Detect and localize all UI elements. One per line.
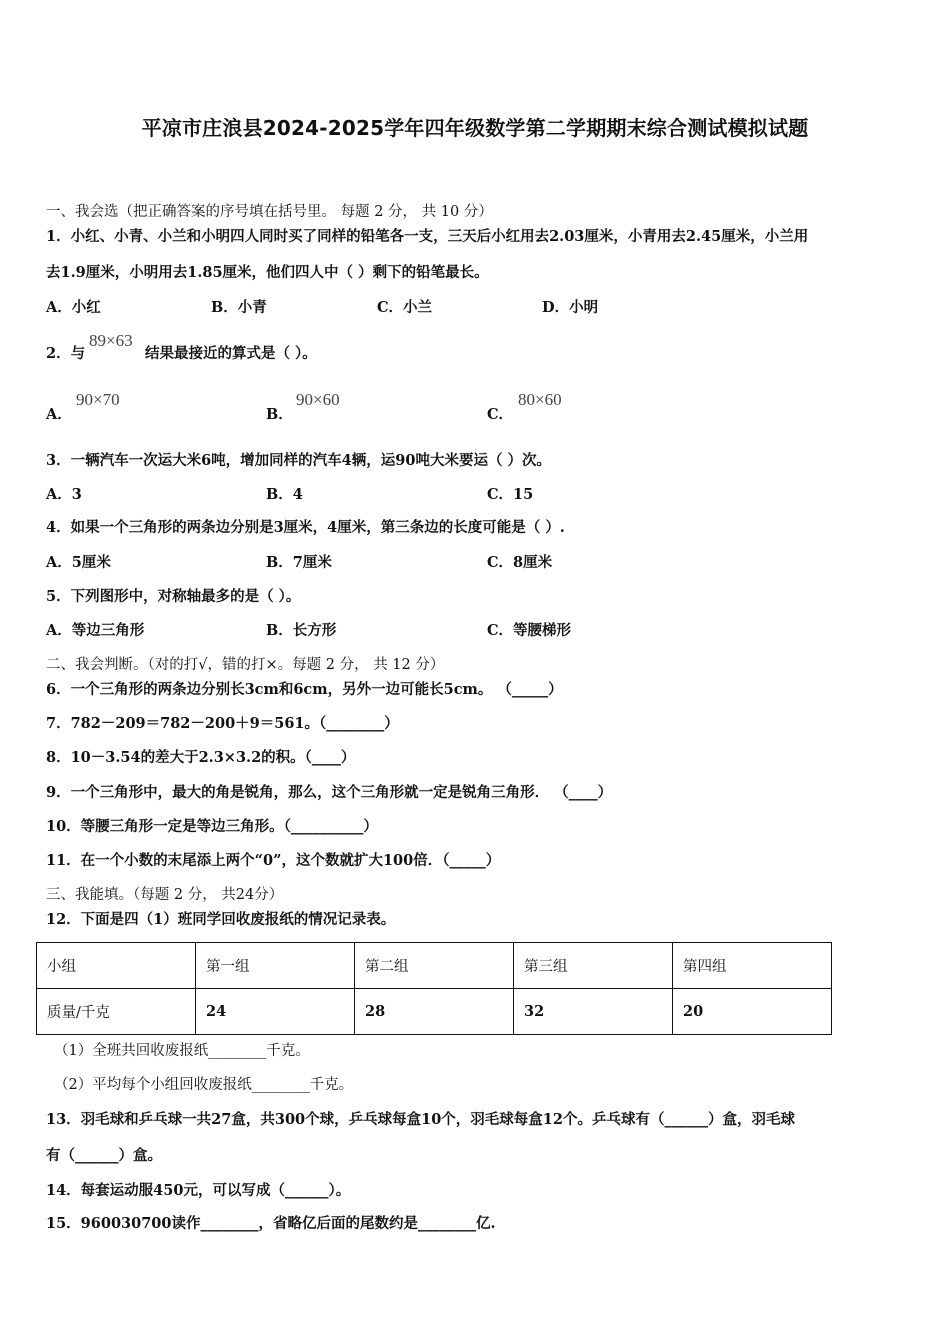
table-cell: 32 xyxy=(514,989,673,1035)
page-title: 平凉市庄浪县2024-2025学年四年级数学第二学期期末综合测试模拟试题 xyxy=(141,116,809,140)
q1-option-c: C．小兰 xyxy=(377,299,433,316)
record-table xyxy=(36,942,832,1035)
table-header-cell: 小组 xyxy=(37,943,196,989)
q12-sub2: （2）平均每个小组回收废报纸________千克。 xyxy=(54,1077,354,1093)
q5-option-b: B．长方形 xyxy=(266,622,337,639)
q9-text: 9．一个三角形中，最大的角是锐角，那么，这个三角形就一定是锐角三角形． （____） xyxy=(46,784,613,801)
q15-text: 15．960030700读作________，省略亿后面的尾数约是________亿. xyxy=(46,1215,496,1232)
q3-option-b: B．4 xyxy=(266,486,303,503)
table-cell: 24 xyxy=(196,989,355,1035)
table-header-cell: 第二组 xyxy=(355,943,514,989)
table-cell: 20 xyxy=(673,989,832,1035)
q4-option-a: A．5厘米 xyxy=(46,554,111,571)
q8-text: 8．10－3.54的差大于2.3×3.2的积。（____） xyxy=(46,749,356,766)
q5-option-c: C．等腰梯形 xyxy=(487,622,572,639)
table-header-cell: 第一组 xyxy=(196,943,355,989)
q2-option-b-label: B． xyxy=(266,406,293,423)
q2-expression: 89×63 xyxy=(89,331,133,350)
q5-text: 5．下列图形中，对称轴最多的是（ ）。 xyxy=(46,588,301,605)
q2-option-b-expr: 90×60 xyxy=(296,390,340,409)
q1-option-d: D．小明 xyxy=(542,299,599,316)
q1-line1: 1．小红、小青、小兰和小明四人同时买了同样的铅笔各一支，三天后小红用去2.03厘米，小青用去2.45厘米，小兰用 xyxy=(46,228,809,245)
q4-option-c: C．8厘米 xyxy=(487,554,553,571)
q2-option-a-label: A． xyxy=(46,406,72,423)
q1-option-b: B．小青 xyxy=(211,299,267,316)
q13-line2: 有（______）盒。 xyxy=(46,1147,162,1164)
q2-prefix: 2．与 xyxy=(46,345,86,362)
q2-option-c-label: C． xyxy=(487,406,514,423)
q10-text: 10．等腰三角形一定是等边三角形。（__________） xyxy=(46,818,378,835)
q5-option-a: A．等边三角形 xyxy=(46,622,145,639)
q1-option-a: A．小红 xyxy=(46,299,101,316)
q13-line1: 13．羽毛球和乒乓球一共27盒，共300个球，乒乓球每盒10个，羽毛球每盒12个。乒乓球有（______）盒，羽毛球 xyxy=(46,1111,795,1128)
table-cell: 28 xyxy=(355,989,514,1035)
section2-heading: 二、我会判断。（对的打√，错的打×。每题 2 分， 共 12 分） xyxy=(46,657,445,673)
table-row-label: 质量/千克 xyxy=(37,989,196,1035)
q7-text: 7．782－209＝782－200＋9＝561。（________） xyxy=(46,715,399,732)
q14-text: 14．每套运动服450元，可以写成（______）。 xyxy=(46,1182,351,1199)
q4-text: 4．如果一个三角形的两条边分别是3厘米，4厘米，第三条边的长度可能是（ ）. xyxy=(46,519,565,536)
q2-suffix: 结果最接近的算式是（ ）。 xyxy=(145,345,317,362)
table-header-cell: 第四组 xyxy=(673,943,832,989)
q2-option-a-expr: 90×70 xyxy=(76,390,120,409)
q12-sub1: （1）全班共回收废报纸________千克。 xyxy=(54,1043,310,1059)
q3-text: 3．一辆汽车一次运大米6吨，增加同样的汽车4辆，运90吨大米要运（ ）次。 xyxy=(46,452,551,469)
q6-text: 6．一个三角形的两条边分别长3cm和6cm，另外一边可能长5cm。 （_____） xyxy=(46,681,563,698)
q3-option-c: C．15 xyxy=(487,486,534,503)
q11-text: 11．在一个小数的末尾添上两个“0”，这个数就扩大100倍．（_____） xyxy=(46,852,501,869)
q12-text: 12．下面是四（1）班同学回收废报纸的情况记录表。 xyxy=(46,911,396,928)
table-row xyxy=(37,989,832,1035)
q1-line2: 去1.9厘米，小明用去1.85厘米，他们四人中（ ）剩下的铅笔最长。 xyxy=(46,264,489,281)
table-header-row xyxy=(37,943,832,989)
q3-option-a: A．3 xyxy=(46,486,82,503)
q2-option-c-expr: 80×60 xyxy=(518,390,562,409)
q4-option-b: B．7厘米 xyxy=(266,554,332,571)
section3-heading: 三、我能填。（每题 2 分， 共24分） xyxy=(46,887,284,903)
section1-heading: 一、我会选（把正确答案的序号填在括号里。 每题 2 分， 共 10 分） xyxy=(46,204,493,220)
table-header-cell: 第三组 xyxy=(514,943,673,989)
